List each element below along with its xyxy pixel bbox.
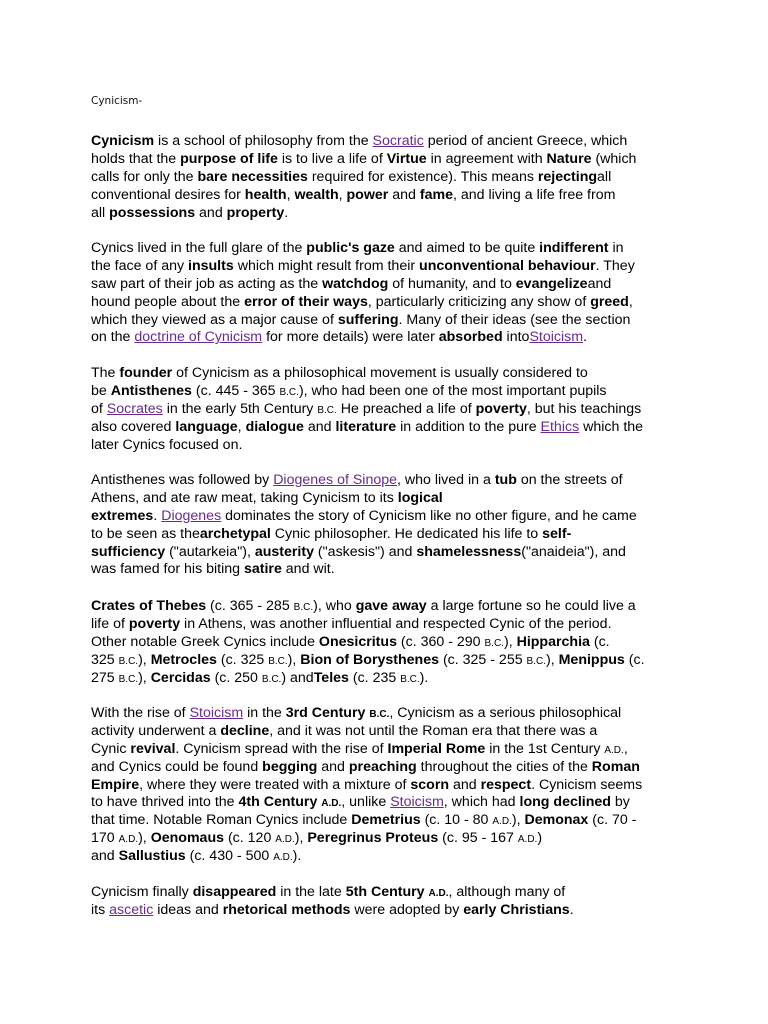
bold-term: Cercidas (150, 669, 211, 686)
bold-term: Peregrinus Proteus (307, 830, 439, 847)
text-run: . Many of their ideas (see the section (398, 311, 631, 328)
text-run: to be seen as the (91, 525, 200, 542)
text-run: ), (138, 669, 151, 686)
text-run: 275 (91, 669, 119, 686)
text-line (91, 508, 637, 526)
text-line (91, 526, 637, 544)
text-run: . (583, 329, 587, 346)
text-line (91, 472, 637, 490)
text-run: , (338, 186, 347, 203)
bold-term: Nature (546, 150, 592, 167)
paragraph-definition (91, 133, 636, 222)
text-run: ), (287, 651, 301, 668)
bold-term: Menippus (558, 651, 625, 668)
text-run: (which (591, 150, 637, 167)
text-run: on the (91, 329, 135, 346)
text-run: saw part of their job as acting as the (91, 275, 323, 292)
text-line (91, 544, 637, 562)
text-run: by (610, 794, 630, 811)
text-run: and (587, 275, 612, 292)
text-run: ), who had been one of the most important pupils (298, 382, 607, 399)
text-run: later Cynics focused on. (91, 436, 243, 453)
text-run: ("autarkeia"), (165, 543, 255, 560)
text-run: ), (511, 812, 525, 829)
text-run: in the early 5th Century (162, 400, 318, 417)
bold-term: fame (419, 186, 453, 203)
text-run: , and it was not until the Roman era that there was a (269, 722, 598, 739)
text-line (91, 365, 643, 383)
text-run: on the streets of (516, 472, 623, 488)
text-run: and (317, 758, 349, 775)
text-run: all (91, 204, 110, 221)
text-run: , (237, 418, 246, 435)
text-run: ), (294, 830, 308, 847)
text-run: hound people about the (91, 293, 245, 310)
text-run: and (195, 204, 227, 221)
text-line (91, 151, 636, 169)
bold-term: gave away (355, 598, 427, 614)
bold-term: sufficiency (91, 543, 166, 560)
bold-term: self- (542, 525, 572, 542)
text-run: in the (243, 705, 286, 721)
text-run: 170 (91, 830, 119, 847)
bold-term: logical (397, 489, 443, 506)
text-run: , but his teachings (526, 400, 642, 417)
text-run: (c. 95 - 167 (438, 830, 518, 847)
era-abbreviation: B.C. (279, 386, 299, 398)
paragraph-crates (91, 598, 645, 687)
text-run: its (91, 901, 110, 918)
text-run: , unlike (341, 794, 391, 811)
bold-term: shamelessness (416, 543, 522, 560)
text-line (91, 812, 642, 830)
bold-term: public's gaze (306, 240, 395, 256)
text-run: into (502, 329, 530, 346)
era-abbreviation: A.D. (492, 816, 512, 828)
text-line (91, 884, 574, 902)
bold-term: Roman (591, 758, 640, 775)
wiki-link[interactable]: doctrine of Cynicism (134, 329, 263, 346)
bold-term: Hipparchia (516, 633, 590, 650)
era-abbreviation: B.C. (118, 673, 139, 685)
text-run: Cynics lived in the full glare of the (91, 240, 307, 256)
bold-term: rejecting (537, 168, 598, 185)
era-abbreviation: B.C. (118, 655, 139, 667)
text-line (91, 794, 642, 812)
text-run: ), (503, 633, 517, 650)
text-run: conventional desires for (91, 186, 245, 203)
text-run: in agreement with (426, 150, 547, 167)
era-abbreviation: B.C. (261, 673, 282, 685)
text-line (91, 258, 635, 276)
text-run: of Cynicism as a philosophical movement is usually considered to (172, 365, 588, 381)
bold-term: unconventional behaviour (419, 257, 596, 274)
text-run: and (388, 186, 420, 203)
bold-term: archetypal (199, 525, 271, 542)
bold-term: respect (480, 776, 532, 793)
text-line (91, 312, 635, 330)
wiki-link[interactable]: Socrates (106, 400, 163, 417)
era-abbreviation: B.C. (484, 637, 504, 649)
text-run: ) (537, 830, 543, 847)
era-abbreviation: A.D. (604, 744, 624, 756)
era-abbreviation: A.D. (428, 888, 449, 899)
bold-term: 3rd Century (285, 705, 370, 721)
text-line (91, 848, 642, 866)
text-line (91, 169, 636, 187)
bold-term: Crates of Thebes (91, 598, 207, 614)
era-abbreviation: A.D. (275, 834, 295, 846)
bold-term: preaching (348, 758, 417, 775)
text-line (91, 490, 637, 508)
text-line (91, 830, 642, 848)
bold-term: decline (220, 722, 270, 739)
text-run: in addition to the pure (396, 418, 541, 435)
text-run: ). (292, 848, 302, 865)
bold-term: Bion of Borysthenes (300, 651, 439, 668)
text-run: , which had (443, 794, 520, 811)
text-run: (c. 250 (210, 669, 262, 686)
bold-term: indifferent (539, 240, 609, 256)
text-run: . (153, 507, 162, 524)
text-run: holds that the (91, 150, 181, 167)
bold-term: Demetrius (351, 812, 421, 829)
text-run: a large fortune so he could live a (426, 598, 636, 614)
text-run: Antisthenes was followed by (91, 472, 274, 488)
text-run: which might result from their (233, 257, 420, 274)
text-run: (c. 365 - 285 (206, 598, 294, 614)
text-run: , although many of (448, 884, 566, 900)
bold-term: begging (262, 758, 318, 775)
text-run: (c. 325 - 255 (439, 651, 527, 668)
bold-term: absorbed (438, 329, 503, 346)
text-run: required for existence). This means (307, 168, 538, 185)
text-line (91, 329, 635, 347)
text-run: the face of any (91, 257, 189, 274)
text-run: were adopted by (350, 901, 464, 918)
text-run: life of (91, 615, 129, 632)
wiki-link[interactable]: ascetic (109, 901, 154, 918)
text-run: in (608, 240, 624, 256)
text-run: and wit. (281, 561, 335, 578)
text-run: (c. 325 (216, 651, 269, 668)
text-run: is to live a life of (277, 150, 387, 167)
text-run: Cynic (91, 740, 131, 757)
text-run: which they viewed as a major cause of (91, 311, 338, 328)
text-run: Cynic philosopher. He dedicated his life to (270, 525, 543, 542)
bold-term: dialogue (245, 418, 304, 435)
era-abbreviation: B.C. (268, 655, 288, 667)
bold-term: scorn (410, 776, 450, 793)
paragraph-public-gaze (91, 240, 635, 347)
text-run: is a school of philosophy from the (154, 133, 373, 149)
text-run: Cynicism finally (91, 884, 193, 900)
text-run: , who lived in a (397, 472, 495, 488)
wiki-link[interactable]: Ethics (540, 418, 580, 435)
bold-term: Antisthenes (110, 382, 192, 399)
text-line (91, 723, 642, 741)
text-line (91, 437, 643, 455)
text-line (91, 294, 635, 312)
bold-term: watchdog (322, 275, 389, 292)
text-run: . They (595, 257, 635, 274)
wiki-link[interactable]: Stoicism (189, 705, 244, 721)
text-run: (c. 235 (348, 669, 401, 686)
text-run: and (449, 776, 481, 793)
text-run: activity underwent a (91, 722, 221, 739)
paragraph-diogenes (91, 472, 637, 579)
text-run: ), (138, 830, 151, 847)
bold-term: error of their ways (244, 293, 368, 310)
text-run: all (597, 168, 612, 185)
text-run: . (284, 204, 289, 221)
bold-term: long declined (519, 794, 611, 811)
text-run: . Cynicism spread with the rise of (175, 740, 388, 757)
text-line (91, 741, 642, 759)
text-run: throughout the cities of the (416, 758, 592, 775)
bold-term: Teles (313, 669, 349, 686)
text-run: . Cynicism seems (531, 776, 643, 793)
bold-term: Metrocles (150, 651, 217, 668)
text-line (91, 670, 645, 688)
text-line (91, 419, 643, 437)
paragraph-disappearance (91, 884, 574, 920)
text-line (91, 276, 635, 294)
era-abbreviation: B.C. (317, 404, 337, 416)
text-run: ("anaideia"), and (521, 543, 626, 560)
bold-term: 4th Century (238, 794, 322, 811)
text-run: which the (579, 418, 644, 435)
text-run: , particularly criticizing any show of (367, 293, 591, 310)
text-run: dominates the story of Cynicism like no other figure, and he came (221, 507, 637, 524)
bold-term: Empire (91, 776, 140, 793)
text-run: (c. 120 (224, 830, 276, 847)
text-run: ), (546, 651, 559, 668)
era-abbreviation: B.C. (400, 673, 420, 685)
bold-term: rhetorical methods (222, 901, 351, 918)
page-title: Cynicism- (91, 95, 143, 107)
text-run: of (91, 400, 107, 417)
text-run: was famed for his biting (91, 561, 244, 578)
era-abbreviation: A.D. (321, 798, 342, 810)
text-run: , and living a life free from (452, 186, 616, 203)
era-abbreviation: B.C. (526, 655, 546, 667)
bold-term: Demonax (524, 812, 589, 829)
text-line (91, 561, 637, 579)
text-run: , (623, 740, 628, 757)
text-run: (c. 360 - 290 (396, 633, 485, 650)
bold-term: language (175, 418, 238, 435)
bold-term: suffering (337, 311, 399, 328)
bold-term: revival (130, 740, 176, 757)
text-run: (c. (624, 651, 645, 668)
text-line (91, 616, 645, 634)
text-run: (c. 445 - 365 (191, 382, 280, 399)
bold-term: founder (119, 365, 173, 381)
bold-term: tub (494, 472, 517, 488)
bold-term: property (226, 204, 285, 221)
text-run: in the 1st Century (485, 740, 605, 757)
text-line (91, 598, 645, 616)
era-abbreviation: B.C. (293, 602, 314, 613)
text-line (91, 133, 636, 151)
text-line (91, 777, 642, 795)
text-run: ideas and (153, 901, 223, 918)
text-run: that time. Notable Roman Cynics include (91, 812, 352, 829)
paragraph-founder (91, 365, 643, 454)
text-line (91, 652, 645, 670)
bold-term: possessions (109, 204, 196, 221)
text-run: for more details) were later (262, 329, 439, 346)
text-run: ("askesis") and (313, 543, 417, 560)
text-run: and (91, 848, 119, 865)
text-line (91, 205, 636, 223)
text-line (91, 187, 636, 205)
bold-term: early Christians (463, 901, 570, 918)
text-run: , (286, 186, 295, 203)
bold-term: 5th Century (345, 884, 429, 900)
bold-term: poverty (475, 400, 527, 417)
text-run: With the rise of (91, 705, 190, 721)
text-run: also covered (91, 418, 176, 435)
text-run: to have thrived into the (91, 794, 239, 811)
text-run: of humanity, and to (388, 275, 516, 292)
text-run: . (569, 901, 574, 918)
text-run: (c. 70 - (588, 812, 637, 829)
bold-term: greed (590, 293, 629, 310)
text-run: Athens, and ate raw meat, taking Cynicism to its (91, 489, 398, 506)
bold-term: health (244, 186, 287, 203)
text-run: , (628, 293, 633, 310)
wiki-link[interactable]: Stoicism (529, 329, 584, 346)
text-run: The (91, 365, 120, 381)
era-abbreviation: A.D. (273, 852, 293, 864)
text-run: , Cynicism as a serious philosophical (389, 705, 622, 721)
bold-term: disappeared (192, 884, 277, 900)
bold-term: wealth (294, 186, 339, 203)
text-line (91, 705, 642, 723)
text-run: ). (419, 669, 429, 686)
wiki-link[interactable]: Diogenes of Sinope (273, 472, 398, 488)
text-run: ), (138, 651, 151, 668)
bold-term: Oenomaus (150, 830, 225, 847)
bold-term: poverty (128, 615, 181, 632)
text-run: ), who (313, 598, 356, 614)
wiki-link[interactable]: Diogenes (161, 507, 222, 524)
bold-term: bare necessities (197, 168, 308, 185)
era-abbreviation: A.D. (118, 834, 139, 846)
bold-term: Imperial Rome (387, 740, 486, 757)
era-abbreviation: A.D. (517, 834, 538, 846)
text-run: and Cynics could be found (91, 758, 263, 775)
text-run: in Athens, was another influential and respected Cynic of the period. (180, 615, 612, 632)
text-run: and (303, 418, 336, 435)
text-line (91, 634, 645, 652)
text-run: and aimed to be quite (394, 240, 540, 256)
bold-term: evangelize (515, 275, 588, 292)
text-line (91, 401, 643, 419)
era-abbreviation: B.C. (369, 709, 390, 720)
text-run: He preached a life of (336, 400, 476, 417)
bold-term: satire (243, 561, 282, 578)
text-line (91, 383, 643, 401)
bold-term: purpose of life (180, 150, 278, 167)
wiki-link[interactable]: Stoicism (390, 794, 444, 811)
paragraph-roman-revival (91, 705, 642, 866)
bold-term: Cynicism (91, 133, 155, 149)
text-run: in the late (276, 884, 346, 900)
bold-term: Sallustius (118, 848, 186, 865)
bold-term: power (346, 186, 389, 203)
text-line (91, 902, 574, 920)
bold-term: Onesicritus (318, 633, 397, 650)
text-run: (c. 430 - 500 (185, 848, 274, 865)
text-run: (c. (589, 633, 610, 650)
bold-term: insults (188, 257, 234, 274)
bold-term: austerity (254, 543, 314, 560)
bold-term: extremes (91, 507, 154, 524)
text-run: (c. 10 - 80 (420, 812, 493, 829)
text-run: 325 (91, 651, 119, 668)
text-run: , where they were treated with a mixture of (139, 776, 411, 793)
bold-term: literature (335, 418, 397, 435)
text-run: Other notable Greek Cynics include (91, 633, 319, 650)
text-run: be (91, 382, 111, 399)
text-line (91, 759, 642, 777)
text-run: period of ancient Greece, which (423, 133, 628, 149)
text-run: calls for only the (91, 168, 198, 185)
wiki-link[interactable]: Socratic (372, 133, 424, 149)
bold-term: Virtue (386, 150, 427, 167)
text-line (91, 240, 635, 258)
text-run: ) and (281, 669, 314, 686)
